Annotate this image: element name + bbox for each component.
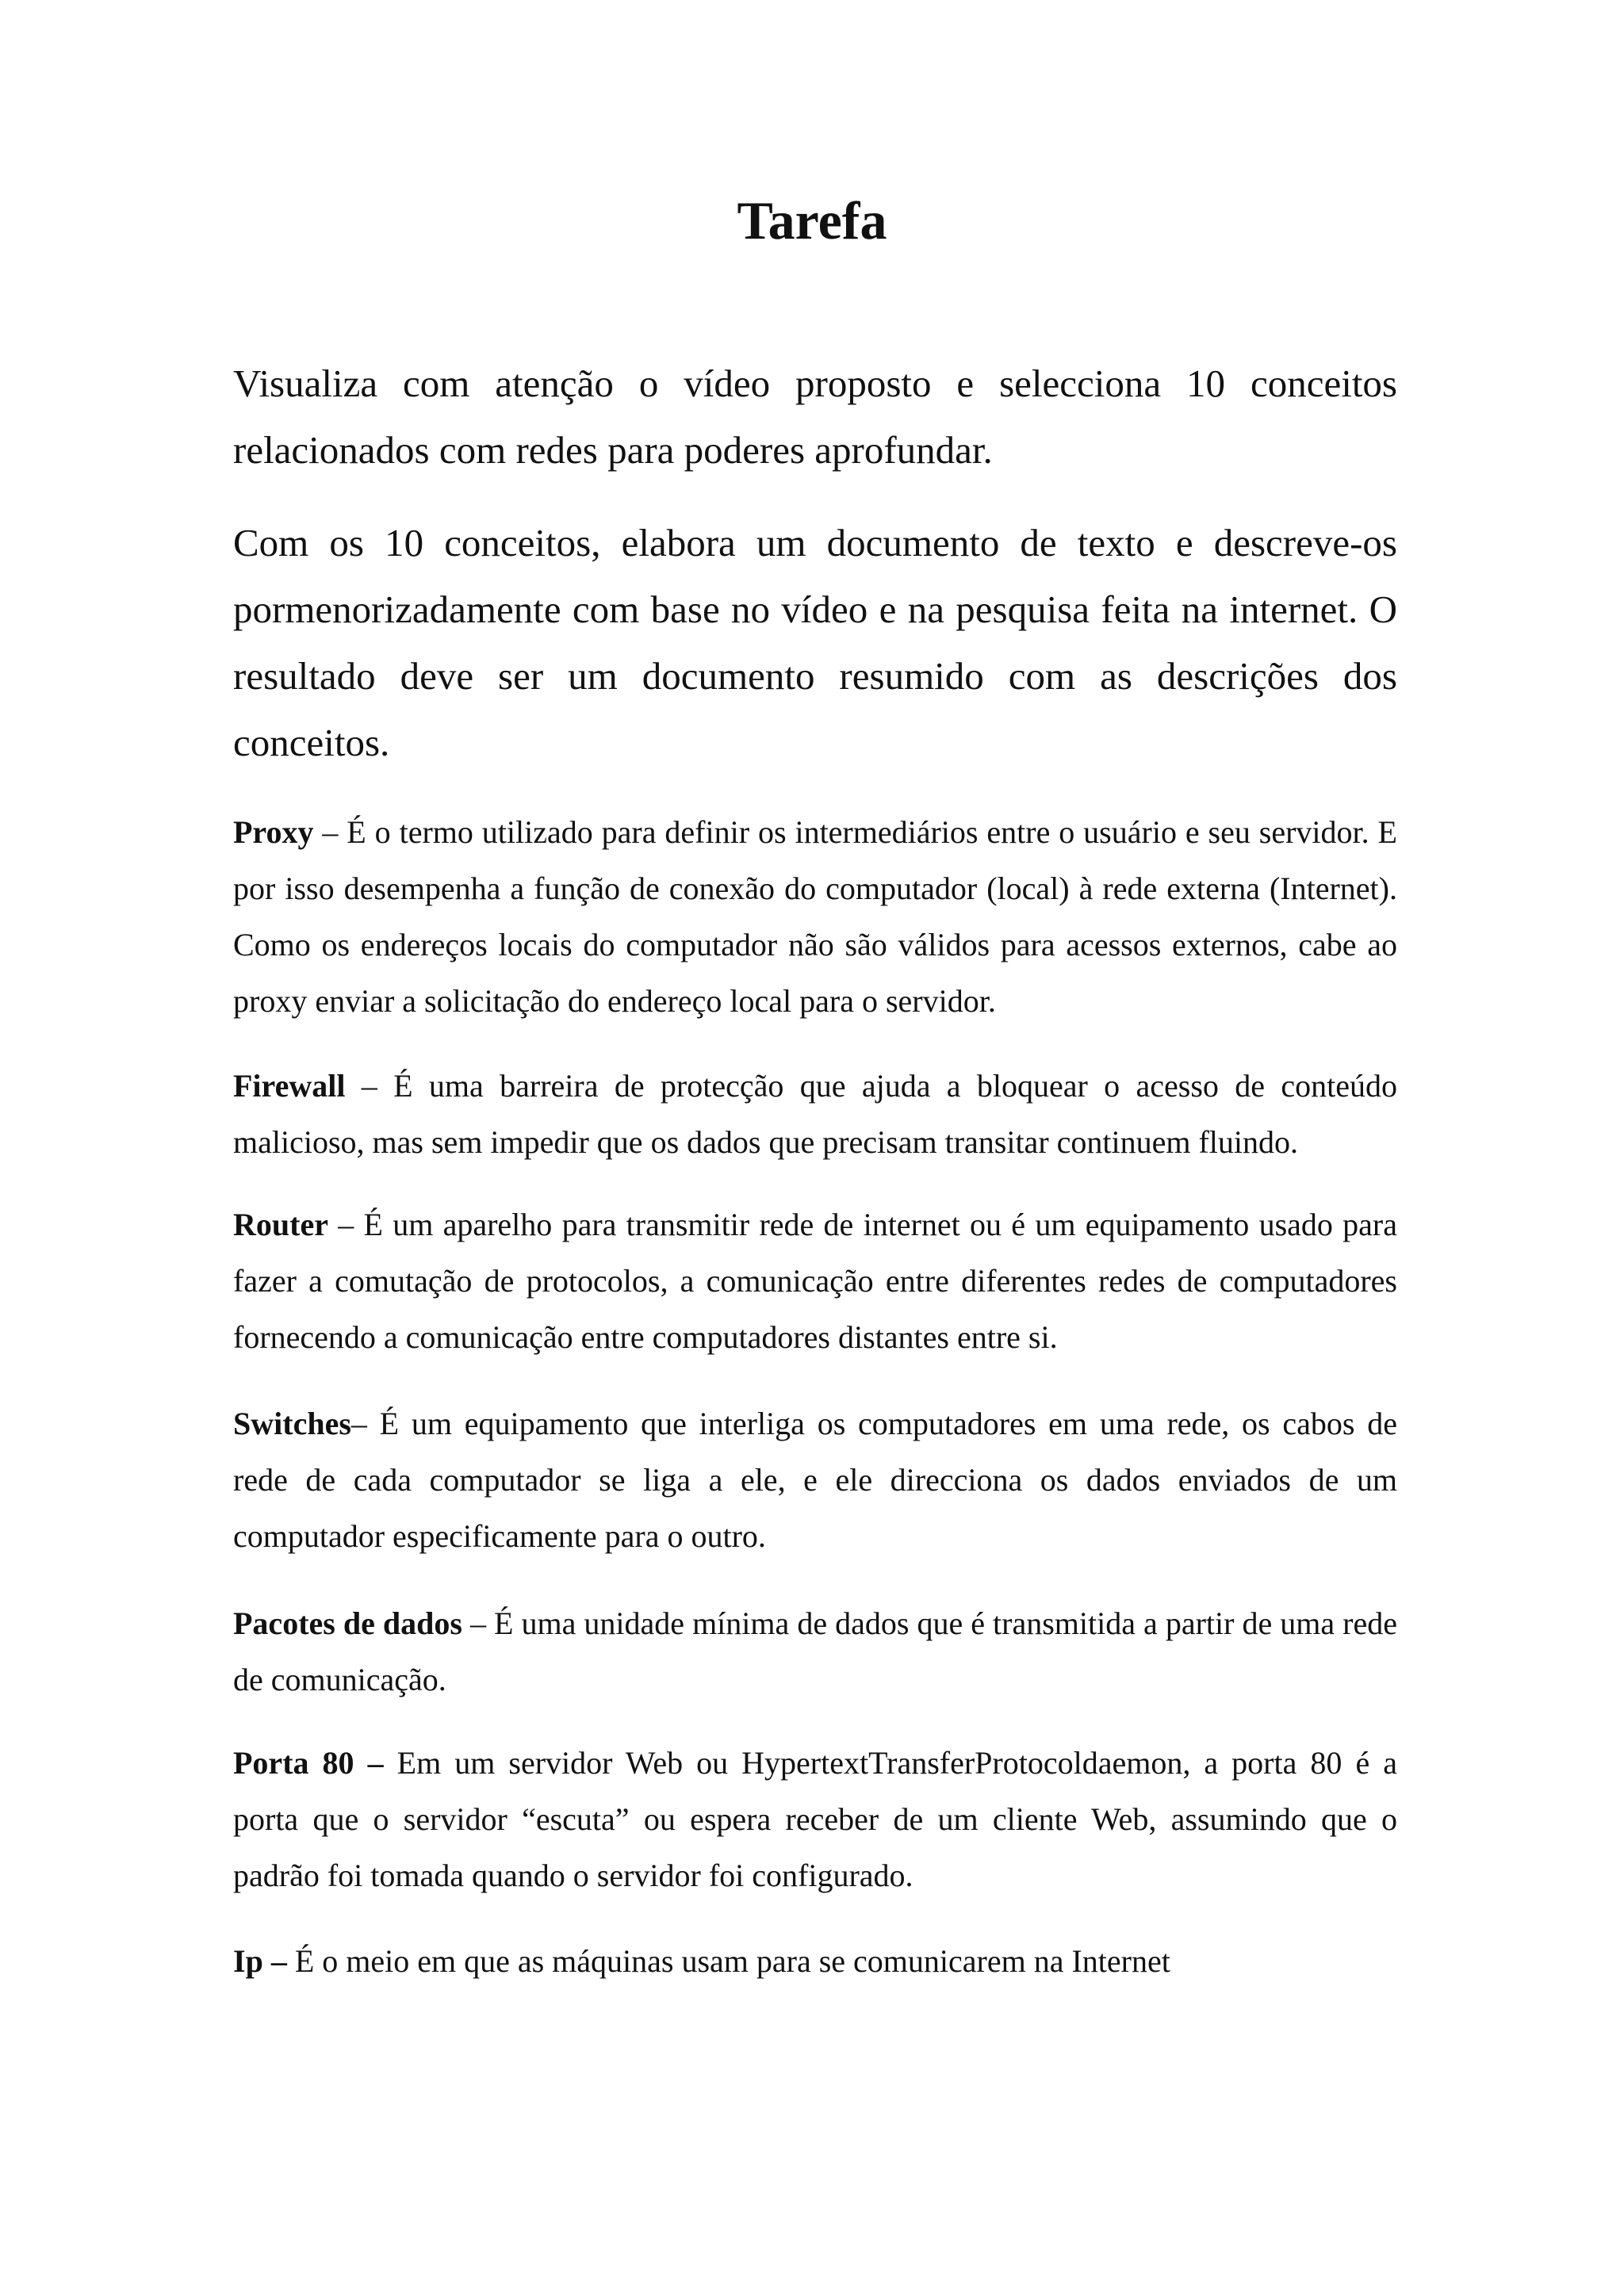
page-title: Tarefa bbox=[737, 190, 887, 251]
concept-description: Em um servidor Web ou HypertextTransferProtocoldaemon, a porta 80 é a porta que o servidor “escuta” ou espera receber de um cliente Web, assumindo que o padrão foi tomada quando o servidor foi configurado. bbox=[233, 1745, 1397, 1893]
concept-term: Router bbox=[233, 1207, 328, 1242]
intro-paragraph: Com os 10 conceitos, elabora um documento de texto e descreve-os pormenorizadamente com base no vídeo e na pesquisa feita na internet. O resultado deve ser um documento resumido com as descrições dos conceitos. bbox=[233, 521, 1397, 764]
concept-description: – É uma unidade mínima de dados que é transmitida a partir de uma rede de comunicação. bbox=[233, 1605, 1398, 1697]
concept-ip bbox=[233, 1933, 1397, 1989]
concept-proxy bbox=[233, 804, 1397, 1029]
concept-switches bbox=[233, 1395, 1397, 1564]
concept-term: Firewall bbox=[233, 1068, 346, 1104]
concept-description: – É o termo utilizado para definir os intermediários entre o usuário e seu servidor. E por isso desempenha a função de conexão do computador (local) à rede externa (Internet). Como os endereços locais do computador não são válidos para acessos externos, cabe ao proxy enviar a solicitação do endereço local para o servidor. bbox=[233, 814, 1397, 1019]
concept-term: Pacotes de dados bbox=[233, 1605, 462, 1641]
concept-router bbox=[233, 1196, 1397, 1365]
concept-porta-80 bbox=[233, 1735, 1397, 1904]
concept-description: É o meio em que as máquinas usam para se comunicarem na Internet bbox=[286, 1943, 1170, 1979]
concept-firewall bbox=[233, 1058, 1397, 1170]
concept-term: Switches bbox=[233, 1406, 351, 1441]
concept-term: Proxy bbox=[233, 814, 314, 850]
concept-description: – É um equipamento que interliga os computadores em uma rede, os cabos de rede de cada computador se liga a ele, e ele direcciona os dados enviados de um computador especificamente para o outro. bbox=[233, 1406, 1397, 1554]
concept-pacotes-de-dados bbox=[233, 1595, 1397, 1708]
intro-paragraph: Visualiza com atenção o vídeo proposto e selecciona 10 conceitos relacionados com redes para poderes aprofundar. bbox=[233, 362, 1397, 472]
concept-description: – É uma barreira de protecção que ajuda a bloquear o acesso de conteúdo malicioso, mas sem impedir que os dados que precisam transitar continuem fluindo. bbox=[233, 1068, 1397, 1160]
concept-description: – É um aparelho para transmitir rede de internet ou é um equipamento usado para fazer a comutação de protocolos, a comunicação entre diferentes redes de computadores fornecendo a comunicação entre computadores distantes entre si. bbox=[233, 1207, 1397, 1355]
concept-term: Ip – bbox=[233, 1943, 287, 1979]
concept-term: Porta 80 – bbox=[233, 1745, 384, 1781]
